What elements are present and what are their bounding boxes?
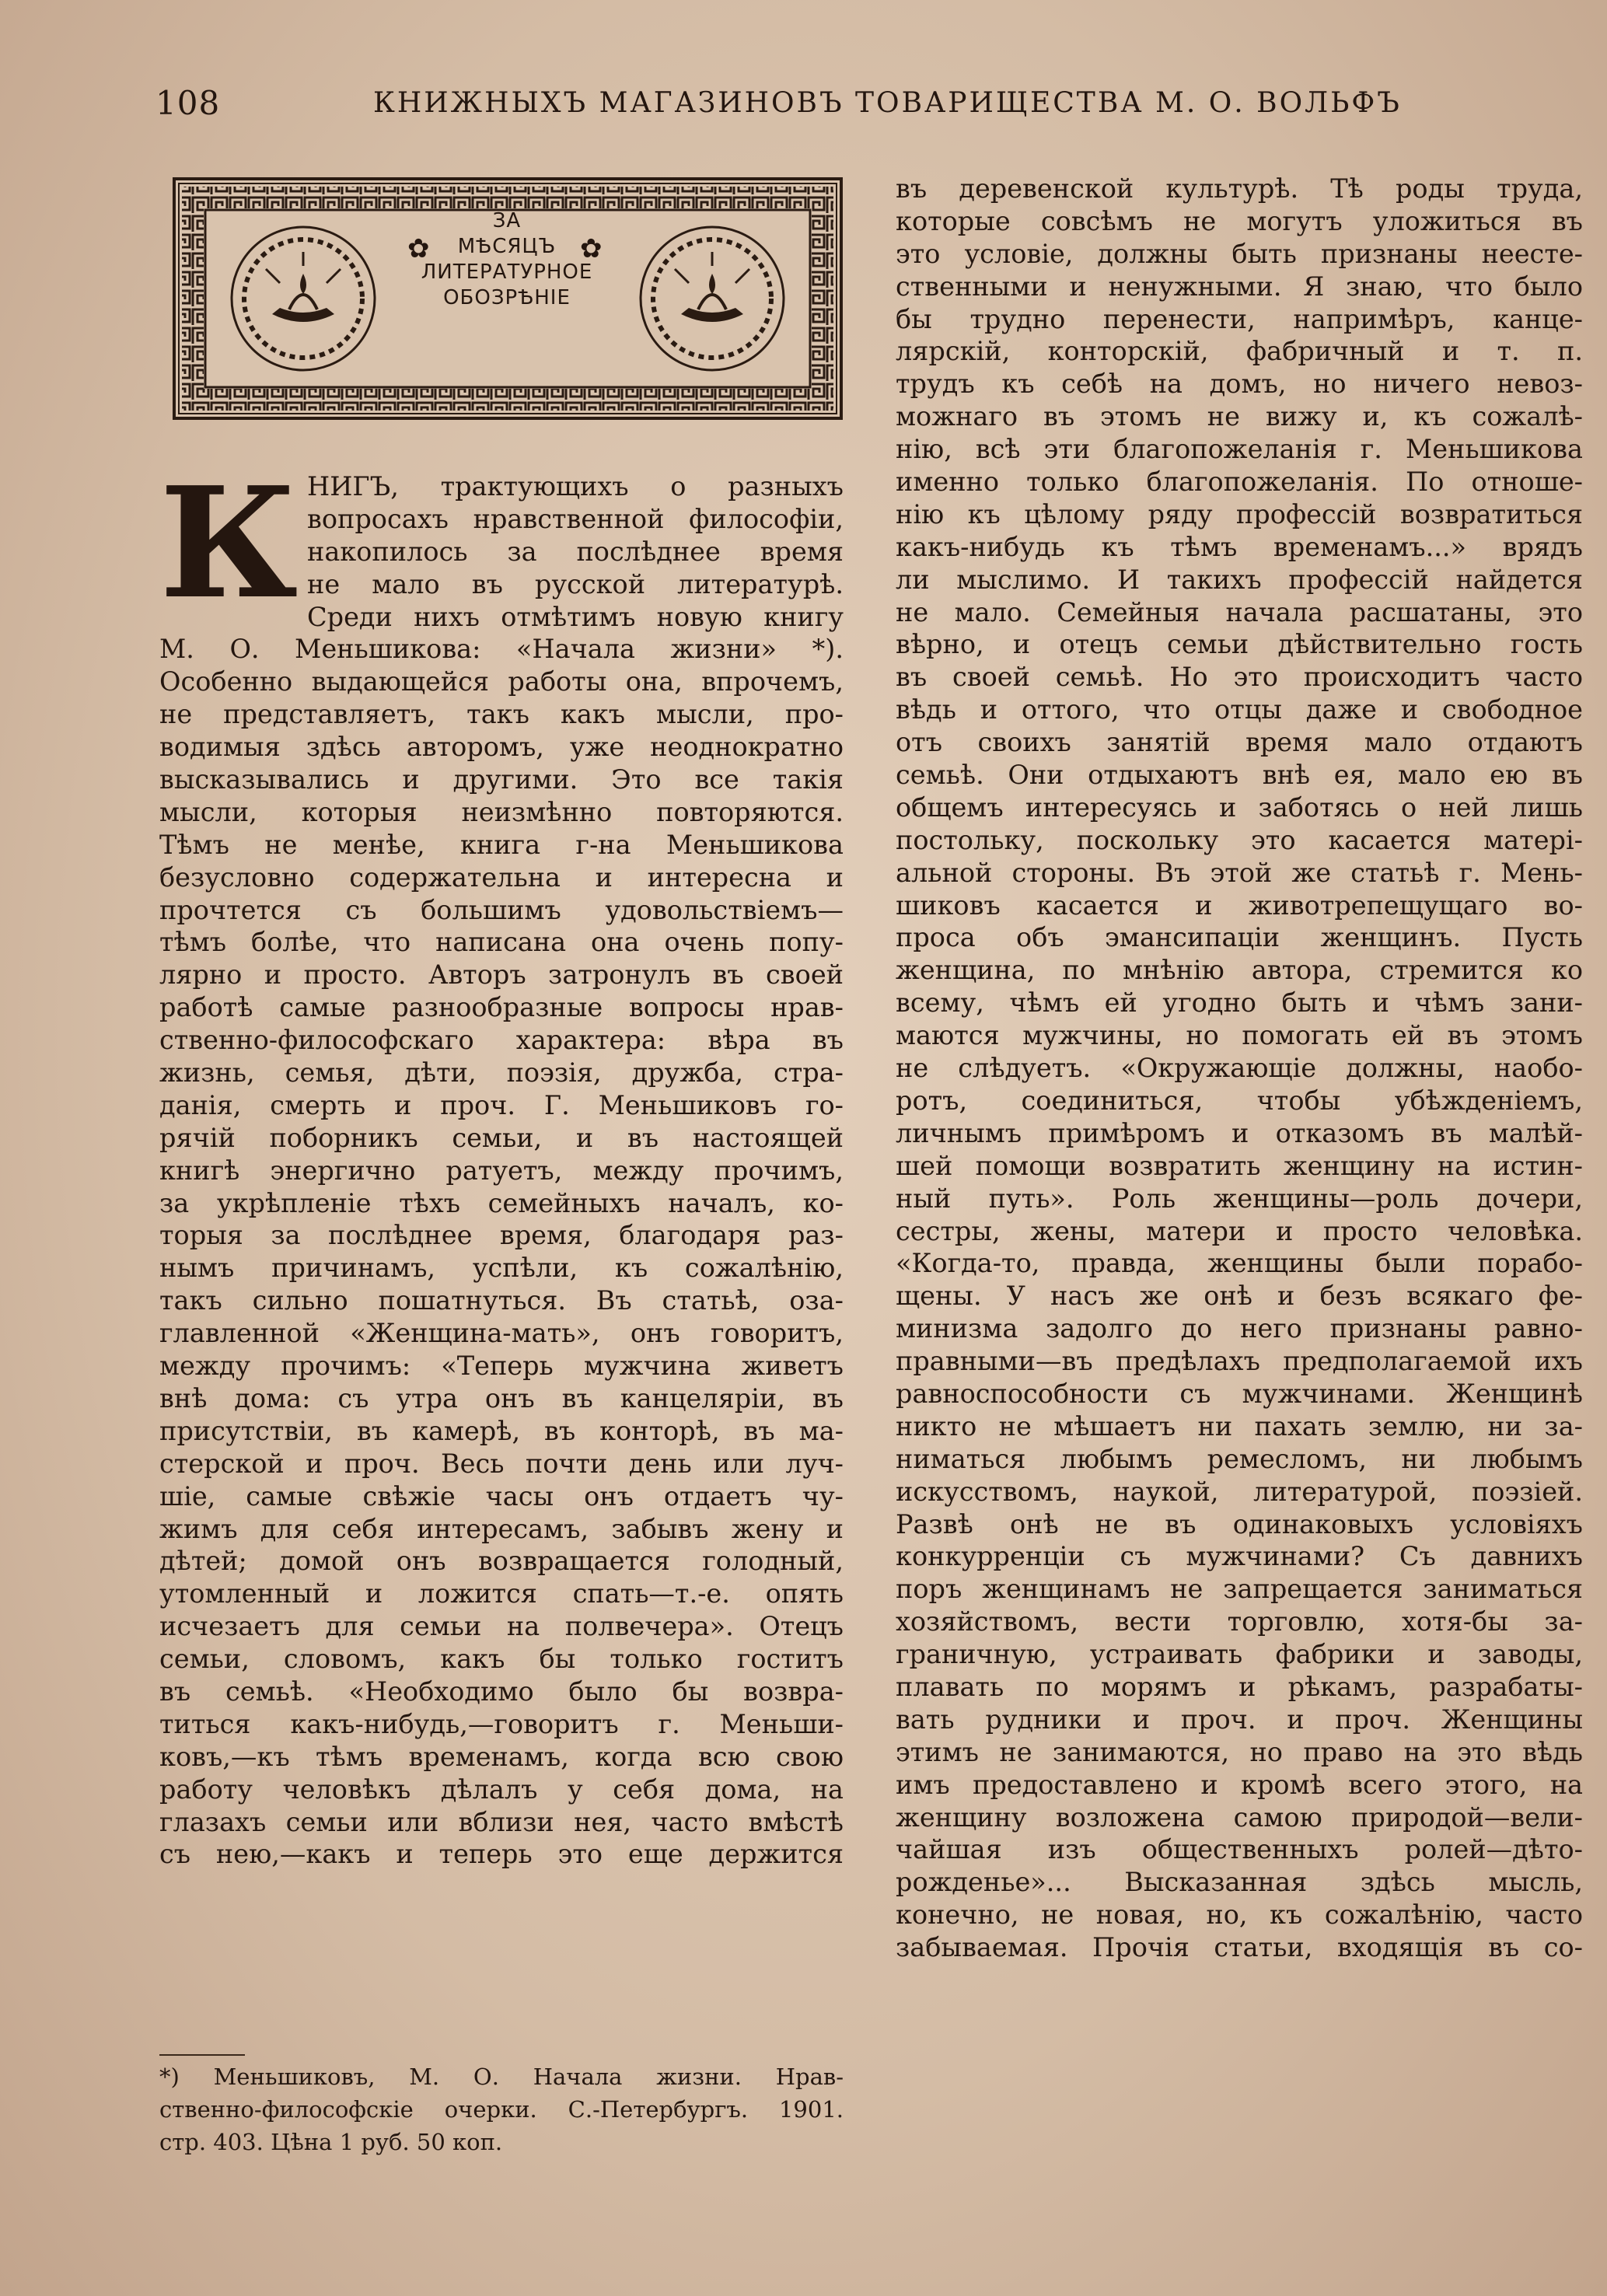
text-line: накопилось за послѣднее время [307, 536, 844, 567]
text-line: утомленный и ложится спать—т.-е. опять [159, 1578, 844, 1609]
footnote [159, 2062, 844, 2160]
text-line: женщину возложена самою природой—вели- [896, 1802, 1583, 1833]
text-line: можнаго въ этомъ не вижу и, къ сожалѣ- [896, 401, 1583, 432]
text-line: водимыя здѣсь авторомъ, уже неоднократно [159, 732, 844, 763]
text-line: не представляетъ, такъ какъ мысли, про- [159, 699, 844, 730]
text-line: постольку, поскольку это касается матері- [896, 824, 1583, 855]
text-line: ли мыслимо. И такихъ профессій найдется [896, 564, 1583, 595]
text-line: главленной «Женщина-мать», онъ говоритъ, [159, 1318, 844, 1349]
banner-caption [390, 208, 624, 311]
text-line: шиковъ касается и животрепещущаго во- [896, 889, 1583, 921]
text-line: въ деревенской культурѣ. Тѣ роды труда, [896, 173, 1583, 204]
right-wreath-lamp-emblem [641, 227, 784, 370]
text-line: равноспособности съ мужчинами. Женщинѣ [896, 1378, 1583, 1409]
text-line: вѣрно, и отецъ семьи дѣйствительно гость [896, 629, 1583, 660]
text-line: шей помощи возвратить женщину на истин- [896, 1150, 1583, 1181]
text-line: правными—въ предѣлахъ предполагаемой ихъ [896, 1346, 1583, 1377]
text-line: вопросахъ нравственной философіи, [307, 503, 844, 534]
text-line: внѣ дома: съ утра онъ въ канцеляріи, въ [159, 1382, 844, 1414]
text-line: ственно-философскаго характера: вѣра въ [159, 1025, 844, 1056]
text-line: ственными и ненужными. Я знаю, что было [896, 271, 1583, 302]
text-line: торыя за послѣднее время, благодаря раз- [159, 1220, 844, 1251]
banner-line: ОБОЗРѢНIЕ [443, 286, 571, 309]
text-line: нію къ цѣлому ряду профессій возвратиться [896, 498, 1583, 529]
text-line: альной стороны. Въ этой же статьѣ г. Мень- [896, 857, 1583, 888]
text-line: жизнь, семья, дѣти, поэзія, дружба, стра- [159, 1057, 844, 1089]
text-line: титься какъ-нибудь,—говоритъ г. Меньши- [159, 1708, 844, 1739]
text-line: семьѣ. Они отдыхаютъ внѣ ея, мало ею въ [896, 760, 1583, 791]
text-line: проса объ эмансипаціи женщинъ. Пусть [896, 922, 1583, 953]
text-line: не мало въ русской литературѣ. [307, 568, 844, 599]
text-line: между прочимъ: «Теперь мужчина живетъ [159, 1351, 844, 1382]
text-line: стерской и проч. Весь почти день или луч- [159, 1448, 844, 1479]
text-line: конечно, не новая, но, къ сожалѣнію, часто [896, 1899, 1583, 1931]
text-line: исчезаетъ для семьи на полвечера». Отецъ [159, 1611, 844, 1642]
right-column [896, 173, 1583, 1964]
text-line: семьи, словомъ, какъ бы только гоститъ [159, 1644, 844, 1675]
page-number: 108 [155, 84, 221, 122]
text-line: ный путь». Роль женщины—роль дочери, [896, 1183, 1583, 1214]
text-line: всему, чѣмъ ей угодно быть и чѣмъ зани- [896, 987, 1583, 1019]
text-line: въ семьѣ. «Необходимо было бы возвра- [159, 1676, 844, 1707]
text-line: шіе, самые свѣжіе часы онъ отдаетъ чу- [159, 1480, 844, 1511]
text-line: за укрѣпленіе тѣхъ семейныхъ началъ, ко- [159, 1187, 844, 1218]
text-line: ниматься любымъ ремесломъ, ни любымъ [896, 1443, 1583, 1474]
text-line: нію, всѣ эти благопожеланія г. Меньшикова [896, 434, 1583, 465]
text-line: не слѣдуетъ. «Окружающіе должны, наобо- [896, 1053, 1583, 1084]
text-line: съ нею,—какъ и теперь это еще держится [159, 1839, 844, 1870]
text-line: этимъ не занимаются, но право на это вѣдь [896, 1736, 1583, 1767]
text-line: НИГЪ, трактующихъ о разныхъ [307, 471, 844, 501]
text-line: минизма задолго до него признаны равно- [896, 1313, 1583, 1344]
text-line: не мало. Семейныя начала расшатаны, это [896, 596, 1583, 627]
text-line: которые совсѣмъ не могутъ уложиться въ [896, 205, 1583, 236]
text-line: работу человѣкъ дѣлалъ у себя дома, на [159, 1774, 844, 1805]
drop-cap: К [159, 454, 299, 633]
text-line: чайшая изъ общественныхъ ролей—дѣто- [896, 1834, 1583, 1865]
text-line: щены. У насъ же онѣ и безъ всякаго фе- [896, 1281, 1583, 1312]
text-line: маются мужчины, но помогать ей въ этомъ [896, 1020, 1583, 1051]
text-line: присутствіи, въ камерѣ, въ конторѣ, въ ма- [159, 1415, 844, 1446]
text-line: Развѣ онѣ не въ одинаковыхъ условіяхъ [896, 1508, 1583, 1539]
text-line: общемъ интересуясь и заботясь о ней лишь [896, 792, 1583, 823]
banner-line: ЛИТЕРАТУРНОЕ [421, 260, 593, 284]
text-line: лярно и просто. Авторъ затронулъ въ своей [159, 959, 844, 991]
text-line: прочтется съ большимъ удовольствіемъ— [159, 894, 844, 925]
page-header [155, 84, 1454, 131]
text-line: какъ-нибудь къ тѣмъ временамъ...» врядъ [896, 531, 1583, 562]
text-line: работѣ самые разнообразные вопросы нрав- [159, 992, 844, 1023]
text-line: лярскій, конторскій, фабричный и т. п. [896, 336, 1583, 367]
left-wreath-lamp-emblem [232, 227, 375, 370]
text-line: Тѣмъ не менѣе, книга г-на Меньшикова [159, 829, 844, 860]
text-line: бы трудно перенести, напримѣръ, канце- [896, 303, 1583, 334]
text-line: данія, смерть и проч. Г. Меньшиковъ го- [159, 1089, 844, 1120]
text-line: Среди нихъ отмѣтимъ новую книгу [307, 601, 844, 632]
running-head: КНИЖНЫХЪ МАГАЗИНОВЪ ТОВАРИЩЕСТВА М. О. ВОЛЬФЪ [373, 87, 1402, 119]
text-line: искусствомъ, наукой, литературой, поэзіей. [896, 1476, 1583, 1507]
text-line: такъ сильно пошатнуться. Въ статьѣ, оза- [159, 1285, 844, 1316]
banner-line: ЗА [492, 209, 522, 232]
text-line: М. О. Меньшикова: «Начала жизни» *). [159, 634, 844, 665]
text-line: хозяйствомъ, вести торговлю, хотя-бы за- [896, 1606, 1583, 1637]
text-line: именно только благопожеланія. По отноше- [896, 467, 1583, 498]
text-line: вать рудники и проч. и проч. Женщины [896, 1704, 1583, 1735]
text-line: мысли, которыя неизмѣнно повторяются. [159, 796, 844, 827]
text-line: высказывались и другими. Это все такія [159, 764, 844, 795]
text-line: забываемая. Прочія статьи, входящія въ со- [896, 1932, 1583, 1963]
text-line: имъ предоставлено и кромѣ всего этого, на [896, 1769, 1583, 1800]
text-line: конкурренціи съ мужчинами? Съ давнихъ [896, 1541, 1583, 1572]
text-line: дѣтей; домой онъ возвращается голодный, [159, 1546, 844, 1577]
text-line: безусловно содержательна и интересна и [159, 861, 844, 893]
footnote-line: ственно-философскіе очерки. С.-Петербургъ. 1901. [159, 2095, 844, 2123]
left-column [159, 454, 844, 1871]
text-line: женщина, по мнѣнію автора, стремится ко [896, 955, 1583, 986]
text-line: рячій поборникъ семьи, и въ настоящей [159, 1122, 844, 1153]
text-line: плавать по морямъ и рѣкамъ, разрабаты- [896, 1671, 1583, 1702]
text-line: сестры, жены, матери и просто человѣка. [896, 1215, 1583, 1246]
section-banner [173, 177, 843, 420]
text-line: вѣдь и оттого, что отцы даже и свободное [896, 694, 1583, 725]
text-line: рожденье»... Высказанная здѣсь мысль, [896, 1867, 1583, 1898]
text-line: «Когда-то, правда, женщины были порабо- [896, 1248, 1583, 1279]
text-line: никто не мѣшаетъ ни пахать землю, ни за- [896, 1410, 1583, 1442]
footnote-line: стр. 403. Цѣна 1 руб. 50 коп. [159, 2128, 503, 2155]
text-line: Особенно выдающейся работы она, впрочемъ, [159, 666, 844, 697]
text-line: тѣмъ болѣе, что написана она очень попу- [159, 927, 844, 958]
text-line: ротъ, соединиться, чтобы убѣжденіемъ, [896, 1085, 1583, 1116]
text-line: отъ своихъ занятій время мало отдаютъ [896, 727, 1583, 758]
text-line: книгѣ энергично ратуетъ, между прочимъ, [159, 1155, 844, 1186]
text-line: граничную, устраивать фабрики и заводы, [896, 1639, 1583, 1670]
text-line: въ своей семьѣ. Но это происходитъ часто [896, 662, 1583, 693]
footnote-line: *) Меньшиковъ, М. О. Начала жизни. Нрав- [159, 2064, 844, 2090]
text-line: трудъ къ себѣ на домъ, но ничего невоз- [896, 369, 1583, 400]
rosette-ornament-icon: ✿ [407, 233, 430, 264]
text-line: поръ женщинамъ не запрещается заниматься [896, 1574, 1583, 1605]
text-line: жимъ для себя интересамъ, забывъ жену и [159, 1513, 844, 1544]
footnote-rule [159, 2054, 245, 2056]
text-line: ковъ,—къ тѣмъ временамъ, когда всю свою [159, 1741, 844, 1772]
text-line: нымъ причинамъ, успѣли, къ сожалѣнію, [159, 1253, 844, 1284]
text-line: личнымъ примѣромъ и отказомъ въ малѣй- [896, 1117, 1583, 1148]
text-line: глазахъ семьи или вблизи нея, часто вмѣстѣ [159, 1806, 844, 1837]
banner-line: МѢСЯЦЪ [457, 235, 557, 258]
rosette-ornament-icon: ✿ [580, 233, 603, 264]
text-line: это условіе, должны быть признаны неесте- [896, 238, 1583, 269]
